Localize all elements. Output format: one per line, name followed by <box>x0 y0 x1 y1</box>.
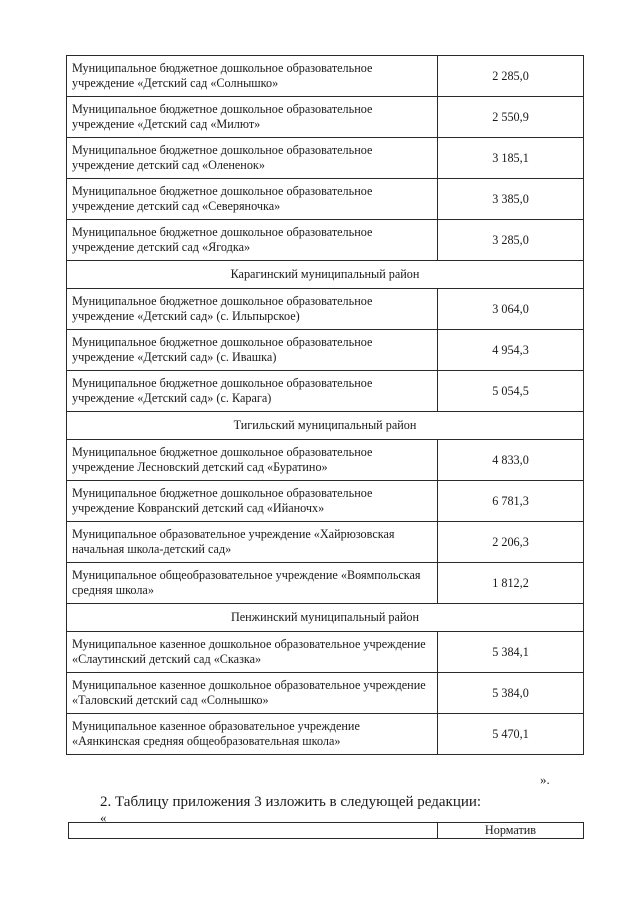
amount-value: 5 384,1 <box>438 632 584 673</box>
amount-value: 5 384,0 <box>438 673 584 714</box>
institution-name: Муниципальное бюджетное дошкольное образовательное учреждение детский сад «Олененок» <box>67 138 438 179</box>
table-row <box>67 56 584 97</box>
table-row <box>67 481 584 522</box>
table-row <box>67 632 584 673</box>
district-name: Тигильский муниципальный район <box>67 412 584 440</box>
table-row <box>67 673 584 714</box>
institution-name: Муниципальное бюджетное дошкольное образовательное учреждение Лесновский детский сад «Буратино» <box>67 440 438 481</box>
district-row <box>67 261 584 289</box>
institution-name: Муниципальное казенное образовательное учреждение «Аянкинская средняя общеобразовательная школа» <box>67 714 438 755</box>
paragraph-text: 2. Таблицу приложения 3 изложить в следующей редакции: <box>100 794 482 810</box>
next-table <box>68 822 584 839</box>
table-row <box>67 138 584 179</box>
table-row <box>67 522 584 563</box>
table-row <box>67 440 584 481</box>
table-body <box>67 56 584 755</box>
table-row <box>67 179 584 220</box>
institutions-table <box>66 55 584 755</box>
institution-name: Муниципальное казенное дошкольное образовательное учреждение «Слаутинский детский сад «Сказка» <box>67 632 438 673</box>
table-row <box>67 220 584 261</box>
next-table-header-row <box>69 823 584 839</box>
district-name: Карагинский муниципальный район <box>67 261 584 289</box>
amount-value: 2 285,0 <box>438 56 584 97</box>
amount-value: 2 550,9 <box>438 97 584 138</box>
institution-name: Муниципальное бюджетное дошкольное образовательное учреждение «Детский сад» (с. Ильпырское) <box>67 289 438 330</box>
amount-value: 2 206,3 <box>438 522 584 563</box>
institution-name: Муниципальное бюджетное дошкольное образовательное учреждение «Детский сад» (с. Карага) <box>67 371 438 412</box>
institution-name: Муниципальное бюджетное дошкольное образовательное учреждение детский сад «Ягодка» <box>67 220 438 261</box>
table-row <box>67 289 584 330</box>
table-row <box>67 563 584 604</box>
table-row <box>67 714 584 755</box>
table-row <box>67 330 584 371</box>
institution-name: Муниципальное бюджетное дошкольное образовательное учреждение Ковранский детский сад «Ийаночх» <box>67 481 438 522</box>
institution-name: Муниципальное бюджетное дошкольное образовательное учреждение «Детский сад «Милют» <box>67 97 438 138</box>
opening-quote: « <box>100 810 107 825</box>
table-row <box>67 371 584 412</box>
amount-value: 1 812,2 <box>438 563 584 604</box>
district-name: Пенжинский муниципальный район <box>67 604 584 632</box>
amount-value: 5 470,1 <box>438 714 584 755</box>
amount-value: 4 954,3 <box>438 330 584 371</box>
amount-value: 3 185,1 <box>438 138 584 179</box>
closing-quote: ». <box>540 772 550 787</box>
district-row <box>67 412 584 440</box>
next-table-header-cell-1 <box>69 823 438 839</box>
institution-name: Муниципальное образовательное учреждение «Хайрюзовская начальная школа-детский сад» <box>67 522 438 563</box>
next-table-header-norm: Норматив <box>438 823 584 839</box>
institution-name: Муниципальное бюджетное дошкольное образовательное учреждение детский сад «Северяночка» <box>67 179 438 220</box>
amount-value: 6 781,3 <box>438 481 584 522</box>
institution-name: Муниципальное бюджетное дошкольное образовательное учреждение «Детский сад «Солнышко» <box>67 56 438 97</box>
table-row <box>67 97 584 138</box>
amount-value: 4 833,0 <box>438 440 584 481</box>
institution-name: Муниципальное общеобразовательное учреждение «Воямпольская средняя школа» <box>67 563 438 604</box>
amount-value: 3 385,0 <box>438 179 584 220</box>
institution-name: Муниципальное бюджетное дошкольное образовательное учреждение «Детский сад» (с. Ивашка) <box>67 330 438 371</box>
amount-value: 3 064,0 <box>438 289 584 330</box>
district-row <box>67 604 584 632</box>
institution-name: Муниципальное казенное дошкольное образовательное учреждение «Таловский детский сад «Солнышко» <box>67 673 438 714</box>
amount-value: 5 054,5 <box>438 371 584 412</box>
amount-value: 3 285,0 <box>438 220 584 261</box>
